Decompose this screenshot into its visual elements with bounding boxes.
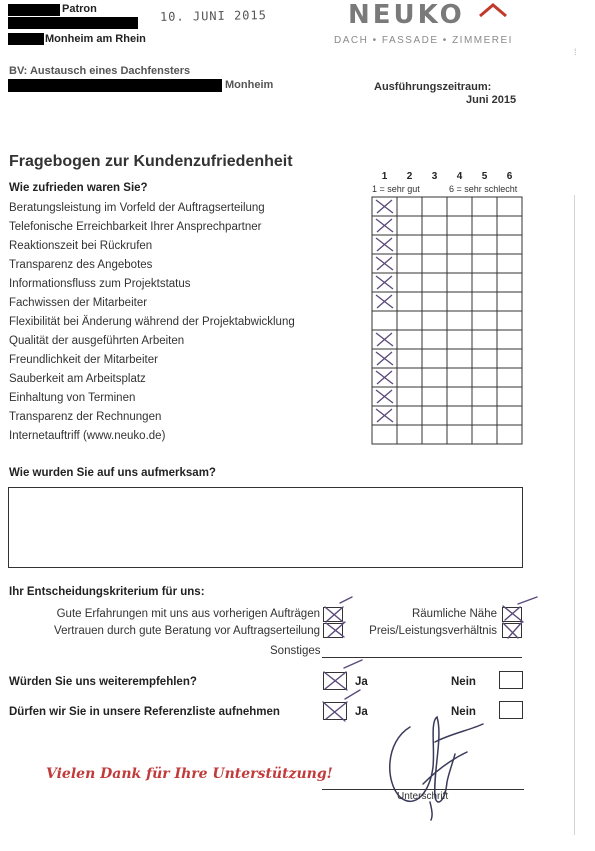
survey-item-label: Freundlichkeit der Mitarbeiter <box>9 354 158 366</box>
rating-cell[interactable] <box>422 273 447 292</box>
project-label: BV: Austausch eines Dachfensters <box>9 65 191 77</box>
rating-check-mark <box>376 333 393 346</box>
margin-mark: ⁞ <box>574 47 577 57</box>
page-edge-line <box>574 195 575 835</box>
rating-numbers <box>372 171 522 184</box>
rating-number-5: 5 <box>481 171 488 182</box>
rating-cell[interactable] <box>447 292 472 311</box>
checkbox-price[interactable] <box>502 623 522 638</box>
rating-check-mark <box>376 257 393 270</box>
survey-item-label: Informationsfluss zum Projektstatus <box>9 278 191 290</box>
rating-cell[interactable] <box>397 216 422 235</box>
survey-item-label: Transparenz der Rechnungen <box>9 411 162 423</box>
criteria-option-price: Preis/Leistungsverhältnis <box>369 625 497 637</box>
rating-cell[interactable] <box>397 349 422 368</box>
rating-cell[interactable] <box>497 425 522 444</box>
rating-cell[interactable] <box>447 406 472 425</box>
rating-cell[interactable] <box>422 197 447 216</box>
rating-cell[interactable] <box>472 292 497 311</box>
recommend-no-label: Nein <box>451 676 476 688</box>
rating-cell[interactable] <box>372 425 397 444</box>
rating-cell[interactable] <box>472 197 497 216</box>
rating-cell[interactable] <box>447 349 472 368</box>
rating-cell[interactable] <box>447 311 472 330</box>
redacted-zip-block <box>8 33 44 45</box>
rating-cell[interactable] <box>497 368 522 387</box>
rating-cell[interactable] <box>447 197 472 216</box>
rating-cell[interactable] <box>397 311 422 330</box>
recommend-yes-checkbox[interactable] <box>323 672 347 690</box>
signature-label: Unterschrift <box>397 791 449 802</box>
rating-cell[interactable] <box>447 425 472 444</box>
rating-cell[interactable] <box>422 292 447 311</box>
rating-cell[interactable] <box>447 387 472 406</box>
rating-cell[interactable] <box>472 216 497 235</box>
rating-cell[interactable] <box>447 254 472 273</box>
rating-cell[interactable] <box>497 330 522 349</box>
recommend-no-checkbox[interactable] <box>499 671 523 689</box>
rating-cell[interactable] <box>497 387 522 406</box>
logo-tagline: DACH • FASSADE • ZIMMEREI <box>334 35 513 46</box>
criteria-title: Ihr Entscheidungskriterium für uns: <box>9 586 205 598</box>
survey-item-label: Transparenz des Angebotes <box>9 259 153 271</box>
rating-cell[interactable] <box>397 273 422 292</box>
rating-cell[interactable] <box>497 273 522 292</box>
signature-image <box>375 712 495 822</box>
rating-cell[interactable] <box>422 368 447 387</box>
survey-item-label: Fachwissen der Mitarbeiter <box>9 297 148 309</box>
rating-cell[interactable] <box>397 197 422 216</box>
survey-item-label: Beratungsleistung im Vorfeld der Auftragserteilung <box>9 202 265 214</box>
redacted-address-block <box>8 79 222 92</box>
rating-check-mark <box>376 295 393 308</box>
rating-check-mark <box>376 200 393 213</box>
rating-cell[interactable] <box>397 387 422 406</box>
rating-cell[interactable] <box>372 311 397 330</box>
scale-good: 1 = sehr gut <box>372 184 420 194</box>
rating-check-mark <box>376 409 393 422</box>
rating-cell[interactable] <box>497 349 522 368</box>
reference-question: Dürfen wir Sie in unsere Referenzliste aufnehmen <box>9 706 280 718</box>
rating-number-4: 4 <box>456 171 463 182</box>
rating-cell[interactable] <box>472 387 497 406</box>
rating-cell[interactable] <box>397 330 422 349</box>
survey-item-label: Telefonische Erreichbarkeit Ihrer Ansprechpartner <box>9 221 262 233</box>
company-logo <box>334 0 530 50</box>
reference-no-checkbox[interactable] <box>499 701 523 719</box>
scale-bad: 6 = sehr schlecht <box>449 184 518 194</box>
survey-item-label: Qualität der ausgeführten Arbeiten <box>9 335 185 347</box>
rating-cell[interactable] <box>422 311 447 330</box>
survey-item-label: Flexibilität bei Änderung während der Projektabwicklung <box>9 316 295 328</box>
signature-line <box>322 789 524 790</box>
rating-cell[interactable] <box>397 254 422 273</box>
rating-cell[interactable] <box>422 254 447 273</box>
rating-cell[interactable] <box>497 311 522 330</box>
rating-cell[interactable] <box>497 197 522 216</box>
rating-cell[interactable] <box>472 368 497 387</box>
rating-check-mark <box>376 219 393 232</box>
rating-cell[interactable] <box>397 368 422 387</box>
roof-icon <box>478 2 508 18</box>
reference-yes-checkbox[interactable] <box>323 702 347 720</box>
rating-cell[interactable] <box>497 235 522 254</box>
rating-cell[interactable] <box>447 273 472 292</box>
rating-cell[interactable] <box>472 425 497 444</box>
survey-item-label: Einhaltung von Terminen <box>9 392 136 404</box>
rating-number-1: 1 <box>381 171 388 182</box>
rating-cell[interactable] <box>472 406 497 425</box>
rating-cell[interactable] <box>497 406 522 425</box>
rating-cell[interactable] <box>472 349 497 368</box>
satisfaction-question: Wie zufrieden waren Sie? <box>9 182 148 194</box>
rating-cell[interactable] <box>422 330 447 349</box>
rating-cell[interactable] <box>447 368 472 387</box>
period-label: Ausführungszeitraum: <box>374 81 492 93</box>
rating-cell[interactable] <box>472 311 497 330</box>
checkbox-trust[interactable] <box>323 623 343 638</box>
rating-cell[interactable] <box>472 273 497 292</box>
survey-item-label: Internetauftriff (www.neuko.de) <box>9 430 166 442</box>
rating-number-3: 3 <box>431 171 438 182</box>
recipient-city: Monheim am Rhein <box>45 33 146 45</box>
other-input-line[interactable] <box>322 657 522 658</box>
project-location: Monheim <box>225 79 274 91</box>
rating-grid[interactable] <box>371 196 523 448</box>
criteria-option-proximity: Räumliche Nähe <box>411 608 497 620</box>
referral-answer-box[interactable] <box>8 487 523 568</box>
rating-cell[interactable] <box>422 235 447 254</box>
rating-cell[interactable] <box>497 292 522 311</box>
rating-cell[interactable] <box>422 425 447 444</box>
other-label: Sonstiges <box>270 645 321 657</box>
rating-check-mark <box>376 238 393 251</box>
survey-items-list <box>9 202 364 462</box>
checkbox-proximity[interactable] <box>502 607 522 622</box>
rating-cell[interactable] <box>422 216 447 235</box>
date-stamp: 10. JUNI 2015 <box>159 8 268 24</box>
logo-wordmark: NEUKO <box>348 0 465 30</box>
recommend-question: Würden Sie uns weiterempfehlen? <box>9 676 197 688</box>
checkbox-experience[interactable] <box>323 607 343 622</box>
referral-question: Wie wurden Sie auf uns aufmerksam? <box>9 467 216 479</box>
period-value: Juni 2015 <box>466 94 517 106</box>
rating-cell[interactable] <box>397 235 422 254</box>
rating-cell[interactable] <box>497 254 522 273</box>
survey-item-label: Sauberkeit am Arbeitsplatz <box>9 373 146 385</box>
redacted-name-block <box>8 4 60 16</box>
rating-cell[interactable] <box>472 254 497 273</box>
redacted-street-block <box>8 17 138 29</box>
criteria-option-experience: Gute Erfahrungen mit uns aus vorherigen Aufträgen <box>56 608 320 620</box>
rating-cell[interactable] <box>447 330 472 349</box>
survey-title: Fragebogen zur Kundenzufriedenheit <box>9 153 293 170</box>
rating-check-mark <box>376 276 393 289</box>
rating-check-mark <box>376 390 393 403</box>
survey-item-label: Reaktionszeit bei Rückrufen <box>9 240 153 252</box>
rating-cell[interactable] <box>397 406 422 425</box>
rating-cell[interactable] <box>472 330 497 349</box>
recipient-name: Patron <box>62 3 97 15</box>
recommend-yes-label: Ja <box>355 676 368 688</box>
rating-cell[interactable] <box>422 406 447 425</box>
rating-cell[interactable] <box>497 216 522 235</box>
rating-check-mark <box>376 371 393 384</box>
rating-number-6: 6 <box>506 171 513 182</box>
reference-no-label: Nein <box>451 706 476 718</box>
rating-cell[interactable] <box>447 235 472 254</box>
rating-check-mark <box>376 352 393 365</box>
rating-cell[interactable] <box>397 425 422 444</box>
reference-yes-label: Ja <box>355 706 368 718</box>
rating-cell[interactable] <box>422 349 447 368</box>
thanks-message: Vielen Dank für Ihre Unterstützung! <box>46 766 333 782</box>
criteria-option-trust: Vertrauen durch gute Beratung vor Auftragserteilung <box>54 625 320 637</box>
rating-cell[interactable] <box>472 235 497 254</box>
rating-number-2: 2 <box>406 171 413 182</box>
rating-cell[interactable] <box>397 292 422 311</box>
rating-cell[interactable] <box>447 216 472 235</box>
rating-cell[interactable] <box>422 387 447 406</box>
